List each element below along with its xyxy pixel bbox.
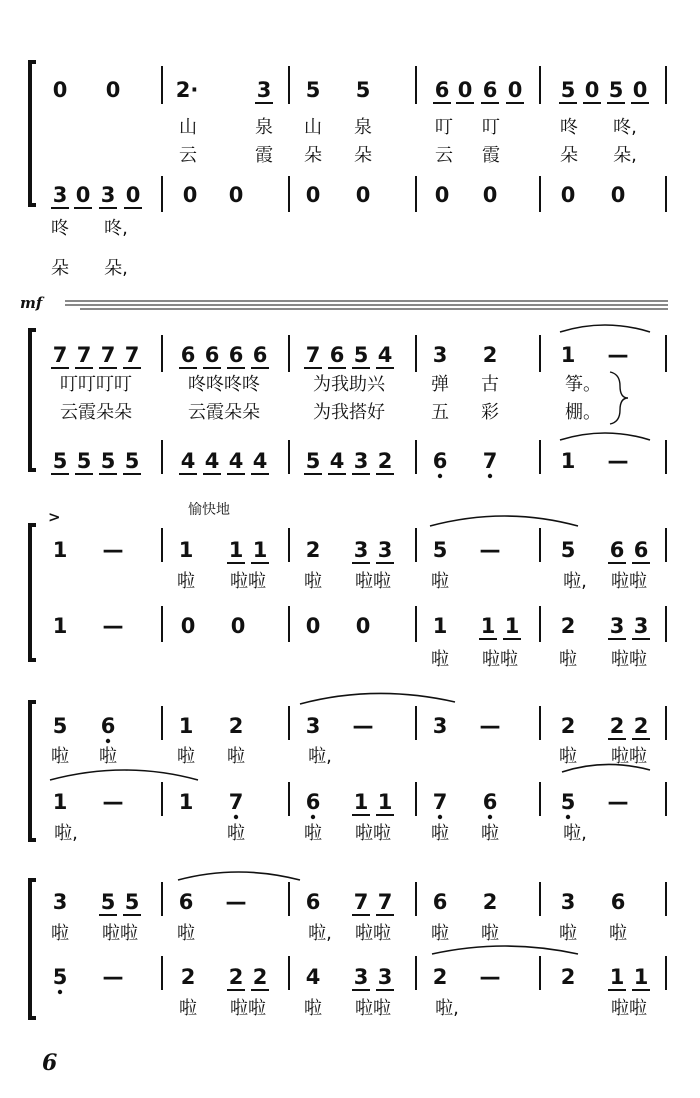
lyric-syllable: 啦 [227, 746, 245, 767]
note: 3 [609, 614, 625, 638]
lower-octave-dot [488, 474, 492, 478]
note: 3 [377, 538, 393, 562]
lyric-brace [610, 372, 628, 424]
note: 5 [560, 78, 576, 102]
note: — [479, 538, 501, 562]
note: 2 [377, 449, 393, 473]
note: 7 [124, 343, 140, 367]
note: — [102, 614, 124, 638]
note: 3 [353, 538, 369, 562]
note: 1 [560, 449, 576, 473]
note: 7 [377, 890, 393, 914]
note: 2 [432, 965, 448, 989]
note: — [479, 714, 501, 738]
lyric-syllable: 啦 [559, 649, 577, 670]
lyric-syllable: 云 [179, 145, 197, 166]
note: 2 [560, 614, 576, 638]
note: 6 [204, 343, 220, 367]
note: 1 [178, 538, 194, 562]
note: 1 [353, 790, 369, 814]
lyric-syllable: 啦 [99, 746, 117, 767]
note: 5 [124, 449, 140, 473]
lyric-syllable: 山 [304, 117, 322, 138]
note: 6 [228, 343, 244, 367]
lyric-syllable: 啦啦 [355, 923, 391, 944]
note: 3 [633, 614, 649, 638]
system-5-bracket [30, 880, 36, 1018]
lyric-syllable: 啦 [304, 823, 322, 844]
note: 1 [560, 343, 576, 367]
note: — [352, 714, 374, 738]
lyric-syllable: 泉 [354, 117, 372, 138]
note: 0 [230, 614, 246, 638]
note: 3 [52, 183, 68, 207]
lyric-syllable: 叮 [435, 117, 453, 138]
note: 3 [377, 965, 393, 989]
lyric-syllable: 咚咚咚咚 [188, 374, 260, 395]
note: 3 [353, 449, 369, 473]
lyric-syllable: 叮 [482, 117, 500, 138]
lower-octave-dot [106, 739, 110, 743]
note: 1 [178, 714, 194, 738]
note: 5 [305, 449, 321, 473]
note: 5 [100, 890, 116, 914]
note: 2 [609, 714, 625, 738]
note: 6 [100, 714, 116, 738]
dynamic-marking: mf [20, 294, 43, 312]
lyric-syllable: 啦啦 [611, 571, 647, 592]
note: 3 [432, 714, 448, 738]
lyric-syllable: 啦啦 [355, 823, 391, 844]
note: 6 [432, 890, 448, 914]
note: 5 [608, 78, 624, 102]
note: 7 [482, 449, 498, 473]
note: 1 [609, 965, 625, 989]
note: 5 [353, 343, 369, 367]
lyric-syllable: 啦啦 [230, 571, 266, 592]
note: 1 [52, 790, 68, 814]
note: 4 [252, 449, 268, 473]
note: 7 [432, 790, 448, 814]
note: 1 [480, 614, 496, 638]
lyric-syllable: 啦, [435, 998, 459, 1019]
lyric-syllable: 弹 [431, 374, 449, 395]
note: — [479, 965, 501, 989]
lyric-syllable: 为我搭好 [313, 402, 385, 423]
lyric-syllable: 五 [431, 402, 449, 423]
lyric-syllable: 啦, [308, 923, 332, 944]
note: 5 [76, 449, 92, 473]
note: 5 [52, 449, 68, 473]
note: 6 [609, 538, 625, 562]
lyric-syllable: 筝。 [565, 374, 601, 395]
lower-octave-dot [58, 990, 62, 994]
note: 7 [100, 343, 116, 367]
lyric-syllable: 啦啦 [611, 649, 647, 670]
note: 5 [355, 78, 371, 102]
note: 0 [355, 614, 371, 638]
note: 0 [482, 183, 498, 207]
note: 7 [305, 343, 321, 367]
lyric-syllable: 啦 [431, 649, 449, 670]
lower-octave-dot [566, 815, 570, 819]
note: 6 [305, 890, 321, 914]
lyric-syllable: 啦 [179, 998, 197, 1019]
note: 0 [105, 78, 121, 102]
note: 7 [228, 790, 244, 814]
lyric-syllable: 朵, [613, 145, 637, 166]
note: 6 [610, 890, 626, 914]
system-1-bracket [30, 62, 36, 205]
lyric-syllable: 啦, [563, 571, 587, 592]
note: 5 [100, 449, 116, 473]
note: 6 [633, 538, 649, 562]
note: 4 [228, 449, 244, 473]
note: 3 [100, 183, 116, 207]
lyric-syllable: 云霞朵朵 [60, 402, 132, 423]
lyric-syllable: 啦啦 [230, 998, 266, 1019]
note: 0 [125, 183, 141, 207]
note: 2· [175, 78, 199, 102]
note: 4 [204, 449, 220, 473]
lyric-syllable: 古 [481, 374, 499, 395]
note: 6 [305, 790, 321, 814]
lyric-syllable: 朵 [304, 145, 322, 166]
lyric-syllable: 啦, [308, 746, 332, 767]
note: 3 [52, 890, 68, 914]
lower-octave-dot [438, 815, 442, 819]
system-4-bracket [30, 702, 36, 840]
note: 5 [432, 538, 448, 562]
lower-octave-dot [234, 815, 238, 819]
note: 6 [178, 890, 194, 914]
note: 1 [432, 614, 448, 638]
lyric-syllable: 啦 [559, 746, 577, 767]
note: 0 [434, 183, 450, 207]
note: 0 [632, 78, 648, 102]
note: 7 [353, 890, 369, 914]
lyric-syllable: 霞 [482, 145, 500, 166]
lyric-syllable: 啦啦 [482, 649, 518, 670]
lyric-syllable: 朵 [560, 145, 578, 166]
note: 4 [377, 343, 393, 367]
lyric-syllable: 啦 [431, 923, 449, 944]
note: 3 [432, 343, 448, 367]
lower-octave-dot [311, 815, 315, 819]
lyric-syllable: 啦 [609, 923, 627, 944]
lyric-syllable: 咚 [560, 117, 578, 138]
note: 0 [355, 183, 371, 207]
lyric-syllable: 云霞朵朵 [188, 402, 260, 423]
note: 1 [228, 538, 244, 562]
note: 0 [305, 183, 321, 207]
note: — [607, 449, 629, 473]
lyric-syllable: 啦 [51, 923, 69, 944]
note: 6 [432, 449, 448, 473]
note: 6 [180, 343, 196, 367]
lyric-syllable: 朵 [51, 258, 69, 279]
lyric-syllable: 啦 [177, 746, 195, 767]
note: — [102, 965, 124, 989]
note: 5 [52, 965, 68, 989]
lyric-syllable: 啦 [481, 923, 499, 944]
note: 1 [377, 790, 393, 814]
note: 0 [75, 183, 91, 207]
note: 0 [52, 78, 68, 102]
note: 4 [329, 449, 345, 473]
tempo-marking: 愉快地 [188, 502, 230, 518]
note: 6 [482, 790, 498, 814]
lyric-syllable: 霞 [255, 145, 273, 166]
lyric-syllable: 啦啦 [355, 571, 391, 592]
note: 1 [252, 538, 268, 562]
note: 1 [52, 614, 68, 638]
lyric-syllable: 咚, [613, 117, 637, 138]
note: 3 [256, 78, 272, 102]
note: 5 [52, 714, 68, 738]
note: — [225, 890, 247, 914]
note: 6 [434, 78, 450, 102]
note: 2 [482, 890, 498, 914]
lyric-syllable: 啦, [54, 823, 78, 844]
note: 6 [329, 343, 345, 367]
note: 0 [182, 183, 198, 207]
note: — [607, 343, 629, 367]
lyric-syllable: 啦 [559, 923, 577, 944]
note: 0 [228, 183, 244, 207]
note: 0 [305, 614, 321, 638]
note: 3 [353, 965, 369, 989]
note: 5 [124, 890, 140, 914]
lyric-syllable: 啦啦 [611, 746, 647, 767]
lyric-syllable: 云 [435, 145, 453, 166]
lyric-syllable: 泉 [255, 117, 273, 138]
lyric-syllable: 啦 [304, 998, 322, 1019]
note: 3 [305, 714, 321, 738]
lyric-syllable: 啦 [481, 823, 499, 844]
note: 0 [457, 78, 473, 102]
note: 2 [560, 714, 576, 738]
note: 6 [482, 78, 498, 102]
note: 0 [180, 614, 196, 638]
decrescendo-marking: > [48, 508, 61, 526]
note: 5 [305, 78, 321, 102]
lyric-syllable: 啦 [431, 571, 449, 592]
lyric-syllable: 彩 [481, 402, 499, 423]
lower-octave-dot [438, 474, 442, 478]
note: 5 [560, 790, 576, 814]
lyric-syllable: 啦 [431, 823, 449, 844]
lyric-syllable: 朵, [104, 258, 128, 279]
note: 7 [76, 343, 92, 367]
lyric-syllable: 棚。 [565, 402, 601, 423]
note: 1 [52, 538, 68, 562]
note: 5 [560, 538, 576, 562]
note: — [102, 790, 124, 814]
note: 6 [252, 343, 268, 367]
score-content [51, 78, 650, 1019]
page-number: 6 [42, 1050, 58, 1076]
lyric-syllable: 啦 [177, 923, 195, 944]
note: 3 [560, 890, 576, 914]
note: 2 [228, 714, 244, 738]
note: — [102, 538, 124, 562]
note: 2 [560, 965, 576, 989]
note: 2 [633, 714, 649, 738]
lyric-syllable: 咚 [51, 218, 69, 239]
note: 0 [584, 78, 600, 102]
lyric-syllable: 啦啦 [611, 998, 647, 1019]
note: 1 [504, 614, 520, 638]
note: 7 [52, 343, 68, 367]
lyric-syllable: 朵 [354, 145, 372, 166]
note: 4 [305, 965, 321, 989]
lyric-syllable: 啦 [227, 823, 245, 844]
note: 2 [252, 965, 268, 989]
lyric-syllable: 山 [179, 117, 197, 138]
lyric-syllable: 叮叮叮叮 [60, 374, 132, 395]
lower-octave-dot [488, 815, 492, 819]
note: 1 [178, 790, 194, 814]
lyric-syllable: 咚, [104, 218, 128, 239]
lyric-syllable: 啦 [304, 571, 322, 592]
note: 2 [228, 965, 244, 989]
note: 0 [507, 78, 523, 102]
note: 2 [305, 538, 321, 562]
note: 2 [180, 965, 196, 989]
lyric-syllable: 啦, [563, 823, 587, 844]
lyric-syllable: 啦 [51, 746, 69, 767]
note: 0 [610, 183, 626, 207]
note: 2 [482, 343, 498, 367]
lyric-syllable: 啦 [177, 571, 195, 592]
lyric-syllable: 啦啦 [102, 923, 138, 944]
note: 4 [180, 449, 196, 473]
note: — [607, 790, 629, 814]
mf-divider [65, 301, 668, 309]
system-2-bracket [30, 330, 36, 470]
system-3-bracket [30, 525, 36, 660]
lyric-syllable: 为我助兴 [313, 374, 385, 395]
note: 0 [560, 183, 576, 207]
note: 1 [633, 965, 649, 989]
lyric-syllable: 啦啦 [355, 998, 391, 1019]
